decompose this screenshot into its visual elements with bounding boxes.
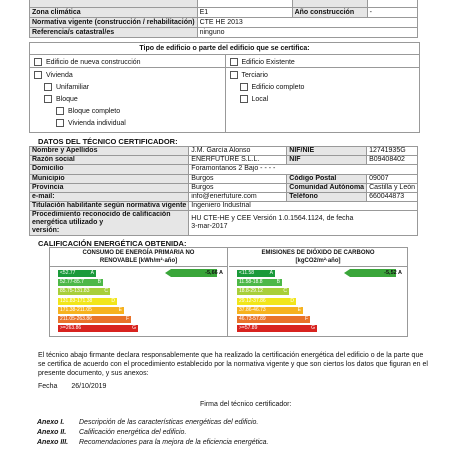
value-municipality: Burgos [189,174,287,183]
label-new-building: Edificio de nueva construcción [46,59,141,66]
primary-energy-panel [50,248,228,336]
checkbox-terciario[interactable] [230,71,238,79]
date-label: Fecha [38,383,58,390]
co2-bar-c [237,288,289,295]
annex-number: Anexo I. [37,419,65,426]
primary-energy-value: -5,66 A [205,270,223,276]
co2-letter-label: A [269,270,273,276]
checkbox-vivienda[interactable] [34,71,42,79]
annex-title: Calificación energética del edificio. [79,429,187,436]
building-type-heading: Tipo de edificio o parte del edificio que se certifica: [30,43,419,55]
annex-title: Descripción de las características energéticas del edificio. [79,419,259,426]
primary-energy-letter-label: F [125,316,129,322]
value-name: J.M. García Alonso [189,147,287,156]
signature-label: Firma del técnico certificador: [200,401,292,408]
primary-energy-range-label: 85.75-131.83 [60,288,90,295]
label-unifamiliar: Unifamiliar [56,84,90,91]
primary-energy-letter-label: E [118,306,122,313]
checkbox-vivienda-individual[interactable] [56,119,64,127]
primary-energy-range-label: 171.38-211.05 [60,306,92,313]
label-address: Domicilio [30,165,189,174]
label-cadastral: Referencia/s catastral/es [30,28,198,38]
certifier-table [29,146,418,236]
energy-rating-box [49,247,408,337]
co2-panel [229,248,407,336]
label-region: Comunidad Autónoma [287,183,367,192]
primary-energy-range-label: 131.83-171.38 [60,297,93,304]
label-procedure: Procedimiento reconocido de calificación energética utilizado y versión: [30,211,189,236]
primary-energy-letter-label: B [97,279,101,286]
co2-range-label: 37.86-46.73 [239,306,266,313]
label-bloque-completo: Bloque completo [68,108,121,115]
label-construction-year: Año construcción [292,8,367,18]
value-construction-year: - [367,8,417,18]
primary-energy-range-label: 52.77-85.7 [60,279,84,286]
checkbox-unifamiliar[interactable] [44,83,52,91]
value-cadastral: ninguno [197,28,417,38]
label-bloque: Bloque [56,96,78,103]
label-name: Nombre y Apellidos [30,147,189,156]
primary-energy-bar-a [58,270,96,277]
co2-range-label: <11.58 [239,270,255,276]
label-postal-code: Código Postal [287,174,367,183]
co2-bar-b [237,279,282,286]
label-email: e-mail: [30,193,189,202]
label-qualification: Titulación habilitante según normativa vigente [30,202,189,211]
declaration-text: El técnico abajo firmante declara responsablemente que ha realizado la certificación energética del edificio o de la parte que se certifica de acuerdo con el procedimiento establecido por la normativa vigente y que son ciertos los datos que figuran en el presente documento, y sus anexos: [38,352,428,377]
value-qualification: Ingeniero Industrial [189,202,418,211]
co2-letter-label: B [276,279,280,286]
label-nif-company: NIF [287,156,367,165]
checkbox-existing-building[interactable] [230,58,238,66]
value-email: info@enerfuture.com [189,193,287,202]
co2-letter-label: G [311,325,315,332]
label-local: Local [251,96,269,103]
value-region: Castilla y León [367,183,418,192]
checkbox-bloque-completo[interactable] [56,107,64,115]
value-phone: 660044873 [367,193,418,202]
co2-letter-label: D [290,297,294,304]
co2-range-label: 18.8-29.12 [239,288,263,295]
primary-energy-indicator [165,269,223,277]
co2-letter-label: C [283,288,287,295]
primary-energy-range-label: >=263.86 [60,325,82,332]
date-value: 26/10/2019 [71,383,107,390]
co2-letter-label: F [304,316,308,322]
annex-number: Anexo II. [37,429,67,436]
co2-bar-g [237,325,317,332]
date-line [38,383,106,390]
co2-heading: EMISIONES DE DIÓXIDO DE CARBONO [kgCO2/m²·año] [229,248,407,267]
label-existing-building: Edificio Existente [241,59,295,66]
primary-energy-heading: CONSUMO DE ENERGÍA PRIMARIA NO RENOVABLE [kWh/m²·año] [50,248,227,267]
primary-energy-letter-label: A [90,270,94,276]
primary-energy-letter-label: D [111,297,115,304]
value-nif: 12741935G [367,147,418,156]
label-vivienda: Vivienda [46,72,73,79]
checkbox-edificio-completo[interactable] [240,83,248,91]
primary-energy-bar-b [58,279,103,286]
primary-energy-range-label: <52.77 [60,270,76,276]
value-procedure: HU CTE-HE y CEE Versión 1.0.1564.1124, de fecha 3-mar-2017 [189,211,418,236]
label-terciario: Terciario [241,72,268,79]
co2-value: -5,52 A [384,270,402,276]
co2-bar-e [237,307,303,314]
value-postal-code: 09007 [367,174,418,183]
certifier-heading: DATOS DEL TÉCNICO CERTIFICADOR: [38,137,178,146]
label-climate-zone: Zona climática [30,8,198,18]
label-municipality: Municipio [30,174,189,183]
label-phone: Teléfono [287,193,367,202]
primary-energy-bar-d [58,298,117,305]
value-province: Burgos [189,183,287,192]
label-regulation: Normativa vigente (construcción / rehabilitación) [30,18,198,28]
value-address: Foramontanos 2 Bajo - - - - [189,165,418,174]
co2-range-label: 11.58-18.8 [239,279,263,286]
label-vivienda-individual: Vivienda individual [68,120,126,127]
primary-energy-bar-g [58,325,138,332]
value-regulation: CTE HE 2013 [197,18,417,28]
annex-title: Recomendaciones para la mejora de la eficiencia energética. [79,439,269,446]
co2-bar-a [237,270,275,277]
primary-energy-letter-label: C [104,288,108,295]
checkbox-new-building[interactable] [34,58,42,66]
annex-number: Anexo III. [37,439,69,446]
primary-energy-letter-label: G [132,325,136,332]
annex-item [37,419,258,426]
co2-range-label: 29.12-37.86 [239,297,266,304]
primary-energy-range-label: 211.05-263.86 [60,316,92,322]
annex-item [37,439,269,446]
label-cell [30,0,198,8]
co2-bar-f [237,316,310,323]
co2-range-label: >=57.89 [239,325,258,332]
label-razon-social: Razón social [30,156,189,165]
label-edificio-completo: Edificio completo [251,84,305,91]
annex-item [37,429,186,436]
value-climate-zone: E1 [197,8,292,18]
primary-energy-bar-f [58,316,131,323]
label-nif: NIF/NIE [287,147,367,156]
primary-energy-bar-c [58,288,110,295]
rating-heading: CALIFICACIÓN ENERGÉTICA OBTENIDA: [38,239,187,248]
value-razon-social: ENERFUTURE S.L.L. [189,156,287,165]
checkbox-local[interactable] [240,95,248,103]
co2-range-label: 46.73-57.89 [239,316,266,322]
label-province: Provincia [30,183,189,192]
co2-indicator [344,269,402,277]
building-info-table [29,0,418,38]
value-nif-company: B09408402 [367,156,418,165]
co2-letter-label: E [297,306,301,313]
checkbox-bloque[interactable] [44,95,52,103]
primary-energy-bar-e [58,307,124,314]
co2-bar-d [237,298,296,305]
building-type-section [29,42,420,133]
